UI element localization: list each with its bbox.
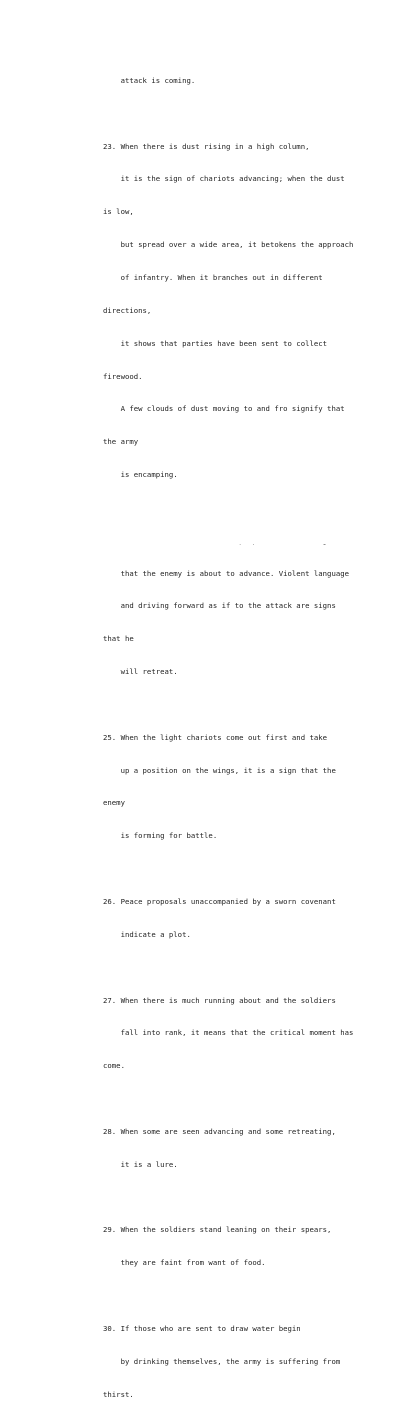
blank-line [103,1094,393,1105]
text-line: 26. Peace proposals unaccompanied by a sworn covenant [103,897,336,906]
text-line: the army [103,437,139,447]
text-line: is low, [103,207,134,217]
blank-line [103,864,393,875]
text-line: 29. When the soldiers stand leaning on their spears, [103,1225,332,1235]
text-line: but spread over a wide area, it betokens the approach [103,240,354,250]
text-line: it shows that parties have been sent to collect [103,338,328,348]
text-line: 28. When some are seen advancing and some retreating, [103,1126,336,1136]
text-line: 23. When there is dust rising in a high column, [103,141,310,151]
text-line: it is the sign of chariots advancing; when the dust [103,174,345,184]
blank-line [103,1291,393,1302]
blank-line [103,109,393,120]
text-line: 25. When the light chariots come out first and take [103,732,328,742]
text-line: will retreat. [103,667,178,677]
text-line: it is a lure. [103,1159,178,1169]
text-line: thirst. [103,1389,134,1399]
text-line: A few clouds of dust moving to and fro signify that [103,404,345,414]
blank-line [103,1193,393,1204]
blank-line [103,700,393,711]
text-line: 27. When there is much running about and the soldiers [103,995,336,1005]
text-line: up a position on the wings, it is a sign that the [103,765,336,775]
text-line: is forming for battle. [103,831,218,841]
document-text [103,54,393,1423]
text-line: and driving forward as if to the attack are signs [103,601,336,611]
page-bottom-margin [0,491,420,544]
text-line: attack is coming. [103,75,196,85]
text-line: is encamping. [103,470,178,480]
text-line: by drinking themselves, the army is suffering from [103,1356,341,1366]
text-line: fall into rank, it means that the critical moment has [103,1028,354,1038]
text-line: come. [103,1061,125,1071]
text-line: of infantry. When it branches out in different [103,272,323,282]
text-line: directions, [103,305,152,315]
text-line: that the enemy is about to advance. Violent language [103,568,350,578]
blank-line [103,963,393,974]
text-line: firewood. [103,371,143,381]
text-line: 30. If those who are sent to draw water begin [103,1323,301,1333]
text-line: they are faint from want of food. [103,1258,266,1268]
text-line: that he [103,634,134,644]
text-line: indicate a plot. [103,929,191,939]
text-line: enemy [103,798,125,808]
